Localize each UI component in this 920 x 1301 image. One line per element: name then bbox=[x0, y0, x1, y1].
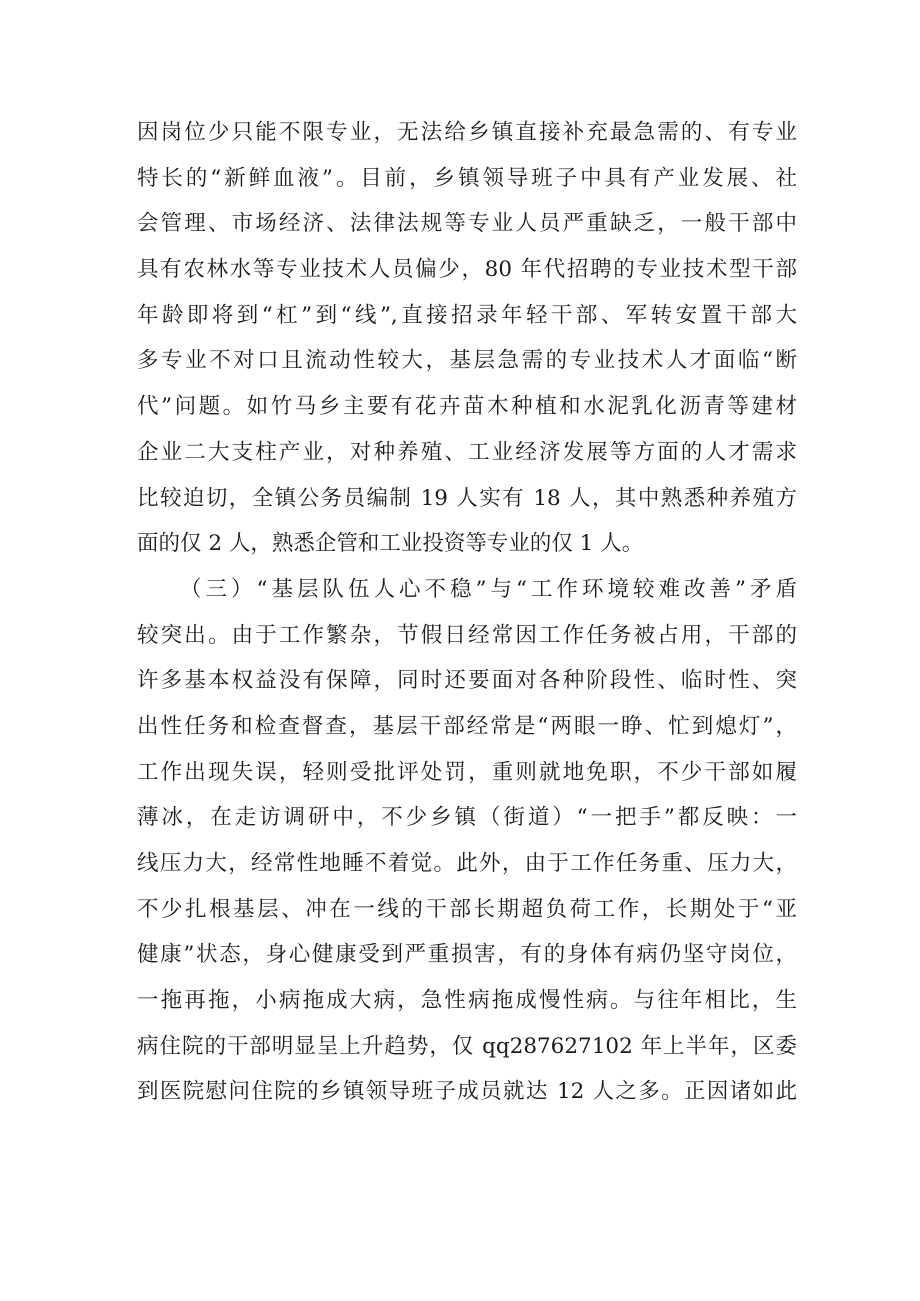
text-line: 线压力大，经常性地睡不着觉。此外，由于工作任务重、压力大， bbox=[137, 851, 797, 876]
text-line: 一拖再拖，小病拖成大病，急性病拖成慢性病。与往年相比，生 bbox=[137, 988, 797, 1014]
text-line: 企业二大支柱产业，对种养殖、工业经济发展等方面的人才需求 bbox=[137, 439, 797, 465]
text-line: 健康”状态，身心健康受到严重损害，有的身体有病仍坚守岗位， bbox=[137, 942, 797, 968]
text-line: 薄冰，在走访调研中，不少乡镇（街道）“一把手”都反映：一 bbox=[137, 805, 797, 831]
paragraph-1 bbox=[137, 110, 797, 567]
text-line: 病住院的干部明显呈上升趋势，仅 qq287627102 年上半年，区委 bbox=[137, 1033, 797, 1059]
text-line: 代”问题。如竹马乡主要有花卉苗木种植和水泥乳化沥青等建材 bbox=[137, 394, 797, 420]
text-line: 较突出。由于工作繁杂，节假日经常因工作任务被占用，干部的 bbox=[137, 622, 797, 648]
text-line: 特长的“新鲜血液”。目前，乡镇领导班子中具有产业发展、社 bbox=[137, 165, 797, 191]
text-line: 工作出现失误，轻则受批评处罚，重则就地免职，不少干部如履 bbox=[137, 759, 797, 785]
text-line: 比较迫切，全镇公务员编制 19 人实有 18 人，其中熟悉种养殖方 bbox=[137, 485, 797, 511]
text-line: 年龄即将到“杠”到“线”,直接招录年轻干部、军转安置干部大 bbox=[137, 302, 797, 328]
text-line: 具有农林水等专业技术人员偏少，80 年代招聘的专业技术型干部 bbox=[137, 257, 797, 283]
text-line: 多专业不对口且流动性较大，基层急需的专业技术人才面临“断 bbox=[137, 348, 797, 374]
text-line: 面的仅 2 人，熟悉企管和工业投资等专业的仅 1 人。 bbox=[137, 531, 644, 557]
text-line: 出性任务和检查督查，基层干部经常是“两眼一睁、忙到熄灯”， bbox=[137, 713, 797, 739]
body-text bbox=[137, 110, 797, 1115]
text-line: 因岗位少只能不限专业，无法给乡镇直接补充最急需的、有专业 bbox=[137, 120, 797, 145]
text-line: 不少扎根基层、冲在一线的干部长期超负荷工作，长期处于“亚 bbox=[137, 896, 797, 922]
text-line: 会管理、市场经济、法律法规等专业人员严重缺乏，一般干部中 bbox=[137, 211, 797, 237]
text-line: 到医院慰问住院的乡镇领导班子成员就达 12 人之多。正因诸如此 bbox=[137, 1079, 797, 1105]
section-heading-line: （三）“基层队伍人心不稳”与“工作环境较难改善”矛盾 bbox=[180, 576, 797, 602]
paragraph-2 bbox=[137, 567, 797, 1115]
text-line: 许多基本权益没有保障，同时还要面对各种阶段性、临时性、突 bbox=[137, 668, 797, 694]
